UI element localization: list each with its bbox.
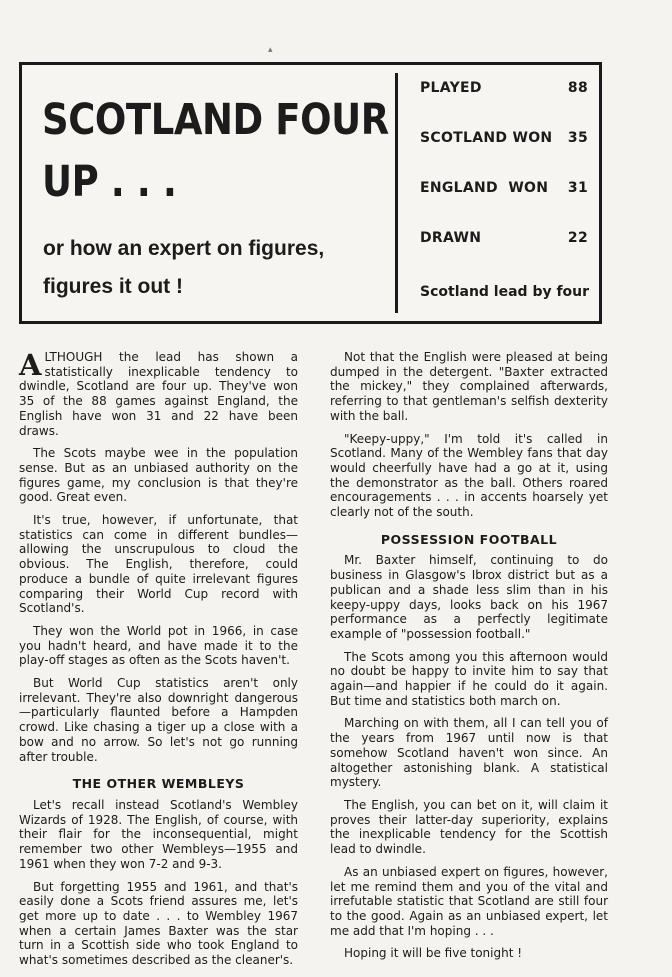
paragraph: But World Cup statistics aren't only irrelevant. They're also downright dangerous—particularly flaunted before a Hampden crowd. Like chasing a tiger up a close with a bow and no arrow. So let's not go running after trouble. (19, 676, 298, 764)
stat-value: 35 (567, 130, 588, 146)
stat-england-won (420, 180, 588, 230)
paragraph: As an unbiased expert on figures, however, let me remind them and you of the vital and irrefutable statistic that Scotland are still four to the good. Again as an unbiased expert, let me add that I'm hoping . . . (330, 864, 608, 938)
subheadline-line-2: figures it out ! (43, 275, 183, 298)
headline (42, 89, 389, 213)
paragraph: Not that the English were pleased at being dumped in the detergent. "Baxter extracted the mickey," they complained afterwards, referring to that gentleman's selfish dexterity with the ball. (330, 350, 608, 423)
stat-label: DRAWN (420, 230, 482, 246)
paragraph: The Scots among you this afternoon would no doubt be happy to invite him to say that again—and happier if he could do it again. But time and statistics both march on. (330, 649, 608, 708)
article-column-right (330, 350, 608, 969)
paragraph: They won the World pot in 1966, in case you hadn't heard, and have made it to the play-off stages as often as the Scots haven't. (19, 623, 298, 668)
stat-label: SCOTLAND WON (420, 130, 553, 146)
paragraph: The English, you can bet on it, will claim it proves their latter-day superiority, explains the inexplicable tendency for the Scottish lead to dwindle. (330, 797, 608, 857)
headline-line-1: SCOTLAND FOUR (42, 95, 389, 145)
section-heading: THE OTHER WEMBLEYS (72, 776, 245, 792)
box-divider (395, 73, 398, 313)
print-mark: ▴ (268, 44, 273, 54)
subheadline (43, 230, 393, 306)
stat-scotland-won (420, 130, 588, 180)
stat-drawn (420, 230, 588, 280)
paragraph: The Scots maybe wee in the population sense. But as an unbiased authority on the figures game, my conclusion is that they're good. Great even. (19, 446, 298, 505)
section-heading: POSSESSION FOOTBALL (380, 531, 558, 547)
stat-summary: Scotland lead by four (420, 284, 590, 300)
stat-played (420, 80, 588, 130)
paragraph: Let's recall instead Scotland's Wembley Wizards of 1928. The English, of course, with their flair for the inconsequential, might remember two other Wembleys—1955 and 1961 when they won 7-2 and 9-3. (19, 797, 298, 871)
paragraph: It's true, however, if unfortunate, that statistics can come in different bundles—allowing the unscrupulous to cloud the obvious. The English, therefore, could produce a bundle of quite irrelevant figures comparing their World Cup record with Scotland's. (19, 513, 298, 616)
stat-label: PLAYED (420, 80, 482, 96)
stat-value: 31 (567, 180, 588, 196)
stat-value: 88 (567, 80, 588, 96)
article-column-left (19, 350, 298, 976)
paragraph: But forgetting 1955 and 1961, and that's easily done a Scots friend assures me, let's get more up to date . . . to Wembley 1967 when a certain James Baxter was the star turn in a Scottish side who took England to what's sometimes described as the cleaner's. (19, 879, 298, 968)
paragraph: Marching on with them, all I can tell you of the years from 1967 until now is that somehow Scotland haven't won since. An altogether astonishing blank. A statistical mystery. (330, 716, 608, 790)
headline-box (19, 62, 602, 324)
drop-cap: A (19, 348, 42, 382)
subheadline-line-1: or how an expert on figures, (43, 237, 325, 260)
results-table (420, 80, 590, 300)
paragraph: Hoping it will be five tonight ! (344, 946, 523, 961)
paragraph: ALTHOUGH the lead has shown a statistically inexplicable tendency to dwindle, Scotland are four up. They've won 35 of the 88 games against England, the English have won 31 and 22 have been draws. (19, 348, 298, 438)
stat-label: ENGLAND WON (420, 180, 549, 196)
paragraph: "Keepy-uppy," I'm told it's called in Scotland. Many of the Wembley fans that day would cheerfully have had a go at it, using the demonstrator as the ball. Others roared encouragements . . . in accents hoarsely yet clearly not of the south. (330, 431, 608, 520)
stat-value: 22 (567, 230, 588, 246)
headline-line-2: UP . . . (42, 157, 177, 207)
paragraph: Mr. Baxter himself, continuing to do business in Glasgow's Ibrox district but as a publican and a shade less slim than in his keepy-uppy days, looks back on his 1967 performance as a perfectly legitimate example of "possession football." (330, 553, 608, 641)
